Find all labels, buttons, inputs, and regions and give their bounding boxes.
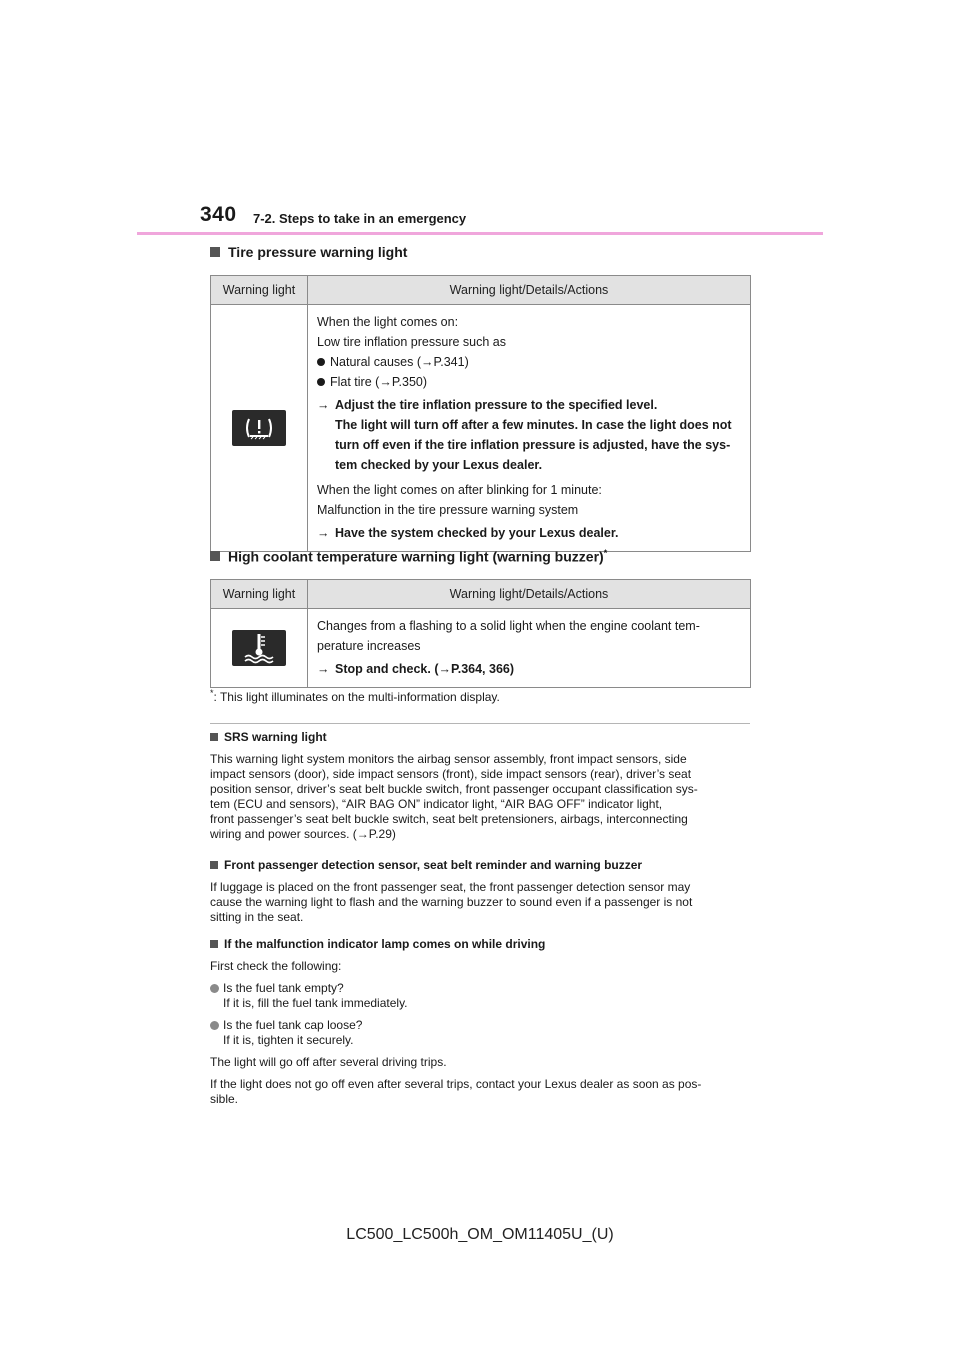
fp-note-heading — [210, 858, 750, 873]
heading-text: Front passenger detection sensor, seat belt reminder and warning buzzer — [224, 858, 643, 872]
check-item-fuel-cap — [210, 1018, 750, 1048]
arrow-icon: → — [421, 355, 434, 369]
table-header-details: Warning light/Details/Actions — [308, 276, 751, 305]
page-footer: LC500_LC500h_OM_OM11405U_(U) — [346, 1226, 614, 1243]
bullet-dot-icon — [317, 358, 325, 366]
action-text: Have the system checked by your Lexus dealer. — [335, 526, 619, 540]
action-text: The light will turn off after a few minutes. In case the light does not — [335, 418, 732, 432]
mil-line: The light will go off after several driving trips. — [210, 1055, 447, 1069]
tire-line-3: When the light comes on after blinking for 1 minute: — [317, 483, 602, 497]
notes-divider — [210, 723, 750, 724]
circle-bullet-icon — [210, 984, 219, 993]
tire-details-cell — [308, 305, 751, 552]
footnote-marker: * — [603, 548, 608, 558]
footnote-marker: * — [210, 688, 214, 698]
tire-action-1 — [317, 395, 742, 475]
coolant-temperature-warning-icon — [232, 630, 286, 666]
arrow-icon: → — [438, 662, 451, 676]
table-header-warning-light: Warning light — [211, 580, 308, 609]
action-text: Adjust the tire inflation pressure to the specified level. — [335, 398, 658, 412]
square-bullet-icon — [210, 551, 220, 561]
check-item-fuel-empty — [210, 981, 750, 1011]
table-header-warning-light: Warning light — [211, 276, 308, 305]
table-header-details: Warning light/Details/Actions — [308, 580, 751, 609]
square-bullet-icon — [210, 861, 218, 869]
srs-note-heading — [210, 730, 750, 745]
action-text: turn off even if the tire inflation pressure is adjusted, have the sys- — [335, 438, 731, 452]
section-title: 7-2. Steps to take in an emergency — [253, 211, 467, 226]
tire-heading-text: Tire pressure warning light — [228, 244, 408, 260]
coolant-section-heading — [210, 548, 607, 565]
tire-action-2 — [317, 523, 742, 543]
mil-note — [210, 937, 750, 1107]
srs-note — [210, 730, 750, 842]
heading-text: If the malfunction indicator lamp comes on while driving — [224, 937, 546, 951]
mil-line: First check the following: — [210, 959, 342, 973]
bullet-dot-icon — [317, 378, 325, 386]
arrow-icon: → — [379, 375, 392, 389]
tire-line-2: Low tire inflation pressure such as — [317, 335, 506, 349]
square-bullet-icon — [210, 247, 220, 257]
srs-line — [210, 827, 750, 842]
circle-bullet-icon — [210, 1021, 219, 1030]
bullet-natural-causes — [317, 352, 742, 372]
icon-cell — [211, 609, 308, 688]
arrow-icon: → — [317, 526, 330, 540]
srs-line: impact sensors (door), side impact sensors (front), side impact sensors (rear), driver’s seat — [210, 767, 692, 781]
srs-line: This warning light system monitors the airbag sensor assembly, front impact sensors, side — [210, 752, 687, 766]
coolant-line-2: perature increases — [317, 639, 421, 653]
square-bullet-icon — [210, 733, 218, 741]
tire-line-1: When the light comes on: — [317, 315, 459, 329]
fp-line: cause the warning light to flash and the warning buzzer to sound even if a passenger is not — [210, 895, 693, 909]
page-ref-link[interactable]: P.364, 366) — [451, 662, 515, 676]
page-number: 340 — [200, 203, 237, 226]
square-bullet-icon — [210, 940, 218, 948]
srs-line: front passenger’s seat belt buckle switch, seat belt pretensioners, airbags, interconnecting — [210, 812, 688, 826]
action-text: Stop and check. ( — [335, 662, 439, 676]
coolant-line-1: Changes from a flashing to a solid light when the engine coolant tem- — [317, 619, 700, 633]
footnote — [210, 688, 500, 704]
mil-line: If the light does not go off even after several trips, contact your Lexus dealer as soon as pos- — [210, 1077, 702, 1091]
footnote-text: : This light illuminates on the multi-information display. — [213, 690, 500, 704]
check-question: Is the fuel tank cap loose? — [223, 1018, 363, 1032]
coolant-warning-table — [210, 579, 751, 688]
bullet-text: Flat tire ( — [330, 375, 380, 389]
coolant-action — [317, 659, 742, 679]
check-answer: If it is, tighten it securely. — [223, 1033, 354, 1047]
page-ref-link[interactable]: P.29) — [368, 827, 396, 841]
mil-note-heading — [210, 937, 750, 952]
arrow-icon: → — [356, 827, 369, 841]
srs-text: wiring and power sources. ( — [210, 827, 357, 841]
arrow-icon: → — [317, 398, 330, 412]
tire-warning-table — [210, 275, 751, 552]
check-question: Is the fuel tank empty? — [223, 981, 344, 995]
coolant-details-cell — [308, 609, 751, 688]
icon-cell — [211, 305, 308, 552]
bullet-text: Natural causes ( — [330, 355, 422, 369]
page-ref-link[interactable]: P.350) — [391, 375, 428, 389]
tire-section-heading — [210, 244, 407, 260]
srs-line: position sensor, driver’s seat belt buckle switch, front passenger occupant classification sys- — [210, 782, 698, 796]
tire-pressure-warning-icon — [232, 410, 286, 446]
front-passenger-note — [210, 858, 750, 925]
bullet-flat-tire — [317, 372, 742, 392]
mil-line: sible. — [210, 1092, 239, 1106]
tire-line-4: Malfunction in the tire pressure warning system — [317, 503, 579, 517]
check-answer: If it is, fill the fuel tank immediately. — [223, 996, 408, 1010]
page-ref-link[interactable]: P.341) — [433, 355, 469, 369]
action-text: tem checked by your Lexus dealer. — [335, 458, 543, 472]
header-rule — [137, 232, 823, 235]
fp-line: sitting in the seat. — [210, 910, 304, 924]
fp-line: If luggage is placed on the front passenger seat, the front passenger detection sensor may — [210, 880, 691, 894]
coolant-heading-text: High coolant temperature warning light (warning buzzer) — [228, 548, 604, 565]
arrow-icon: → — [317, 662, 330, 676]
heading-text: SRS warning light — [224, 730, 327, 744]
srs-line: tem (ECU and sensors), “AIR BAG ON” indicator light, “AIR BAG OFF” indicator light, — [210, 797, 663, 811]
